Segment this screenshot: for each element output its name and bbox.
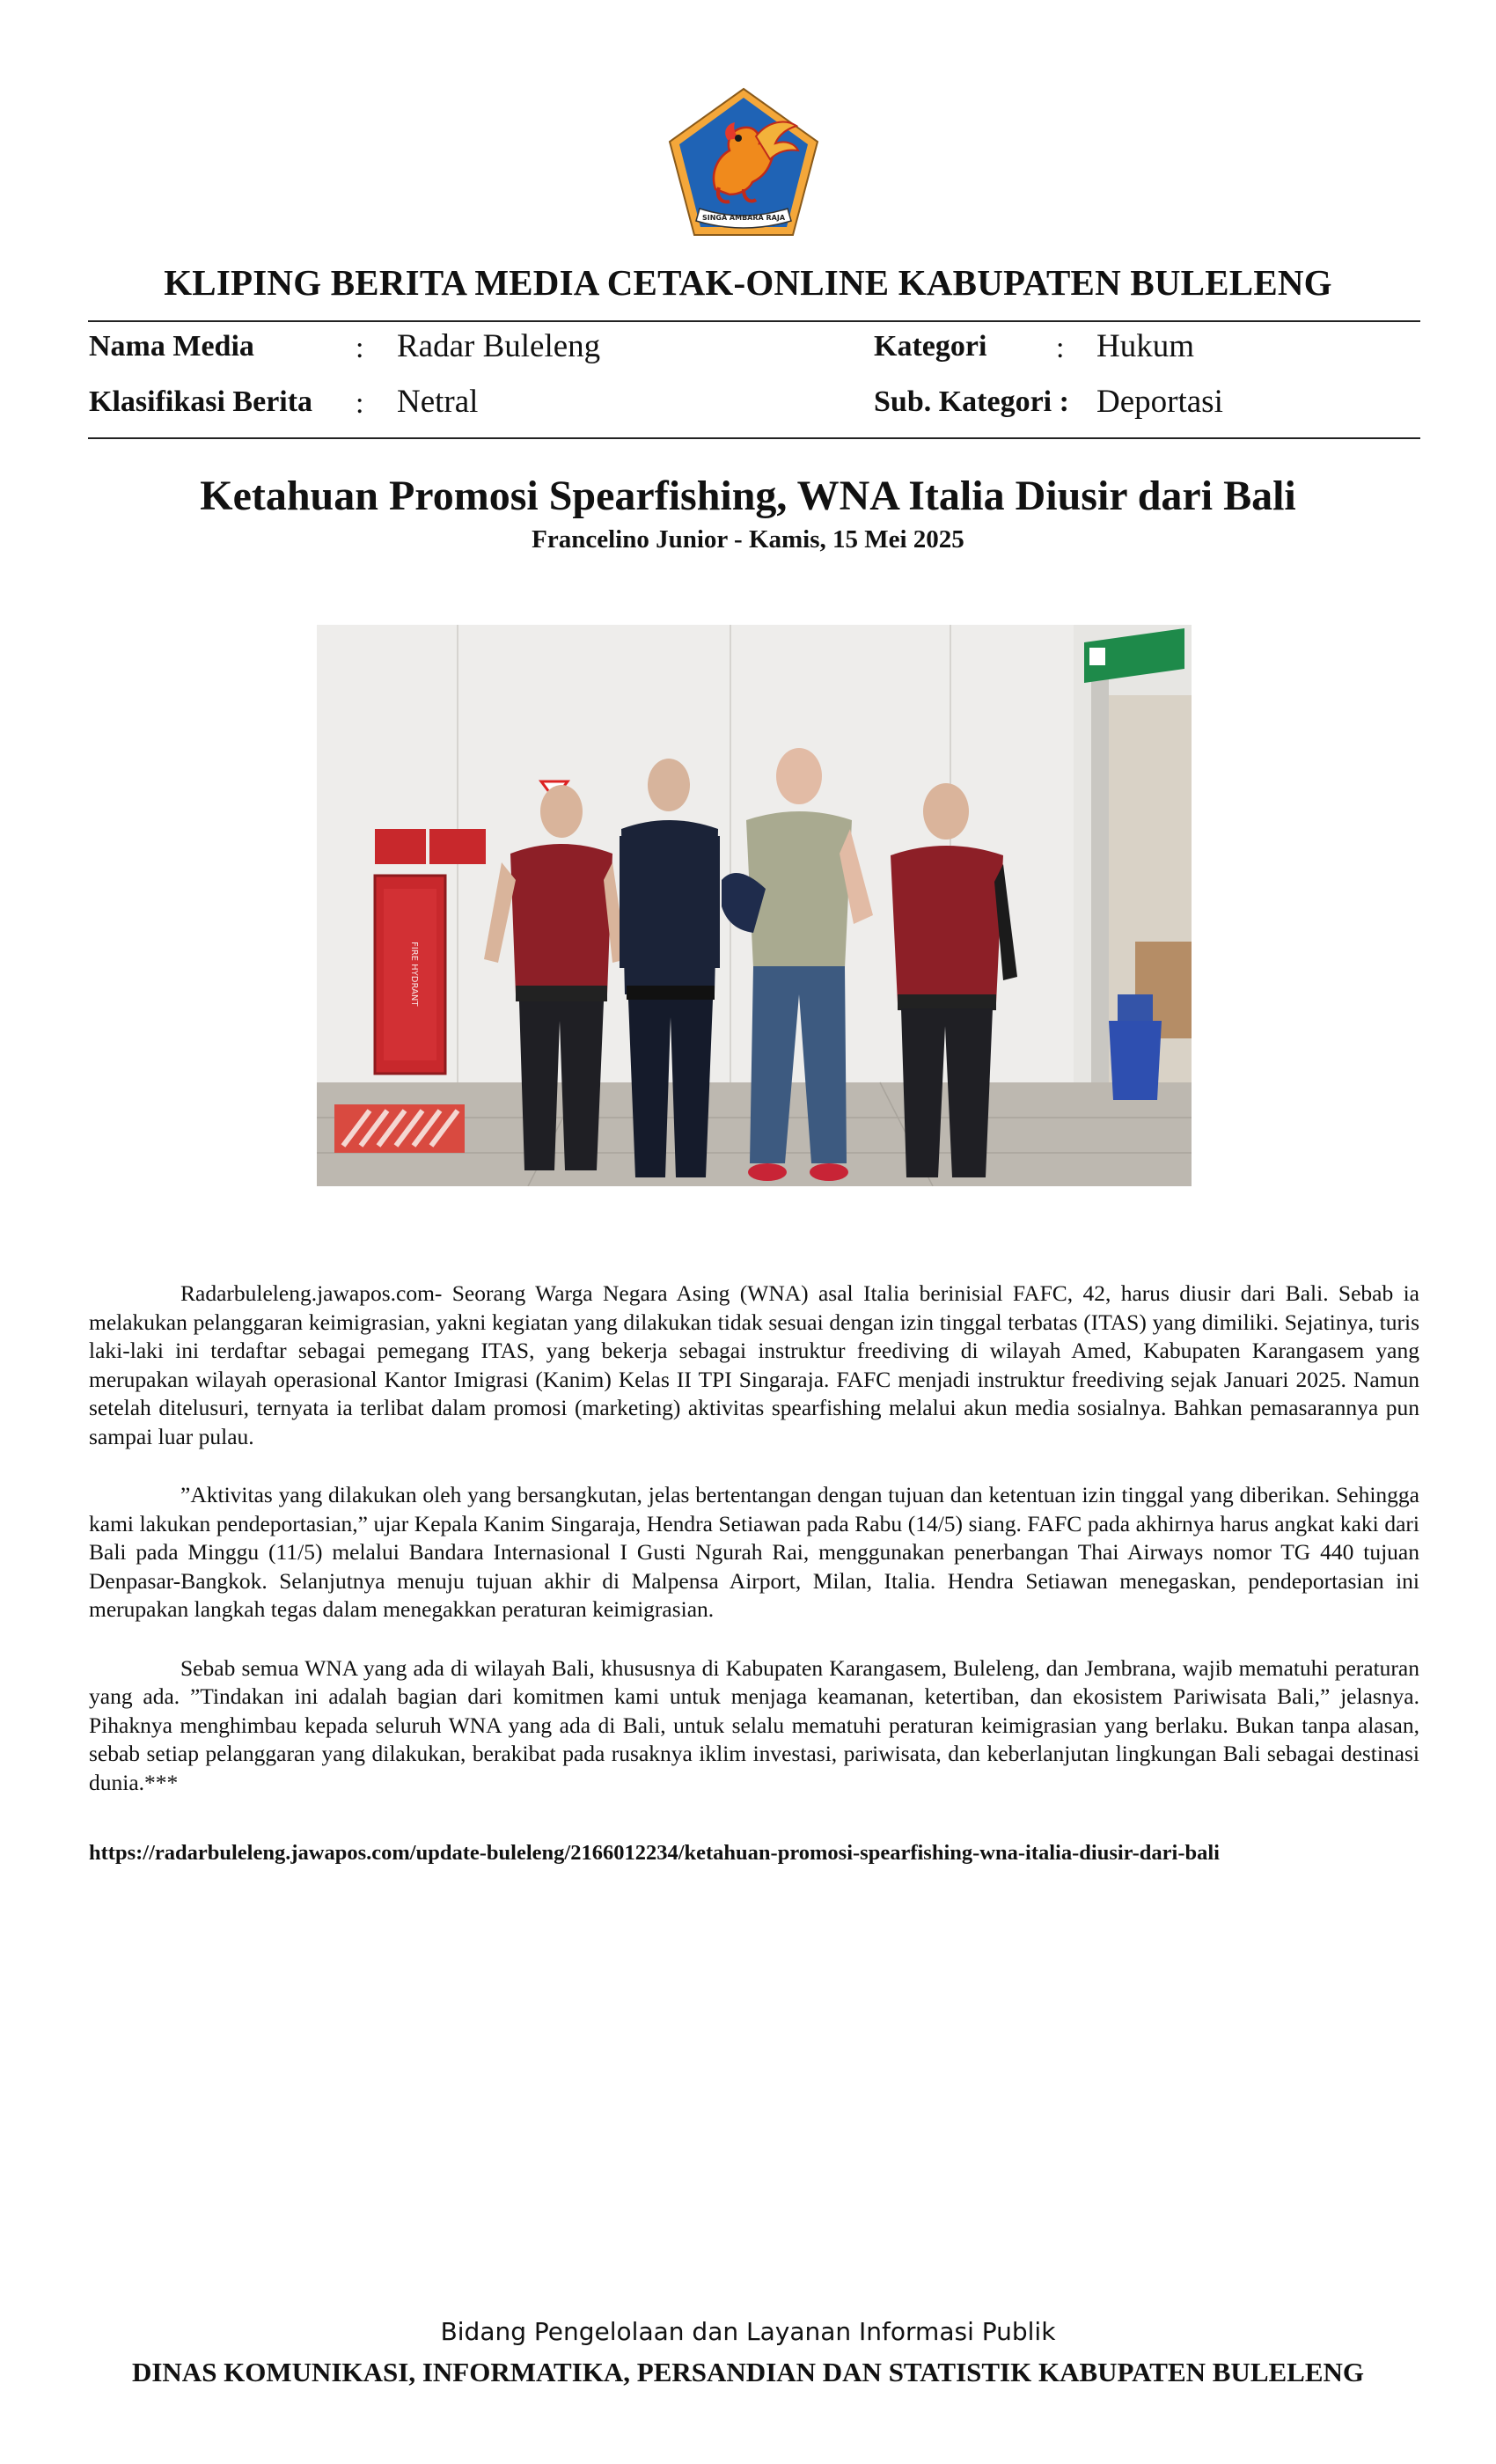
subcategory-value: Deportasi xyxy=(1096,384,1223,420)
media-name-value: Radar Buleleng xyxy=(397,328,601,364)
article-headline: Ketahuan Promosi Spearfishing, WNA Italia Diusir dari Bali xyxy=(200,473,1296,519)
article-body xyxy=(89,1280,1419,1827)
footer-agency: DINAS KOMUNIKASI, INFORMATIKA, PERSANDIAN DAN STATISTIK KABUPATEN BULELENG xyxy=(131,2357,1365,2387)
category-colon: : xyxy=(1056,332,1065,364)
crest-motto: SINGA AMBARA RAJA xyxy=(701,214,786,222)
article-paragraph-1: Radarbuleleng.jawapos.com- Seorang Warga Negara Asing (WNA) asal Italia berinisial FAFC, 42, harus diusir dari Bali. Sebab ia melakukan pelanggaran keimigrasian, yakni kegiatan yang dilakukan tidak sesuai dengan izin tinggal terbatas (ITAS) yang dimiliki. Sejatinya, turis laki-laki ini terdaftar sebagai pemegang ITAS, yang bekerja sebagai instruktur freediving di wilayah Amed, Kabupaten Karangasem yang merupakan wilayah operasional Kantor Imigrasi (Kanim) Kelas II TPI Singaraja. FAFC menjadi instruktur freediving sejak Januari 2025. Namun setelah ditelusuri, ternyata ia terlibat dalam promosi (marketing) aktivitas spearfishing melalui akun media sosialnya. Bahkan pemasarannya pun sampai luar pulau. xyxy=(89,1280,1419,1449)
article-paragraph-3: Sebab semua WNA yang ada di wilayah Bali, khususnya di Kabupaten Karangasem, Buleleng, dan Jembrana, wajib mematuhi peraturan yang ada. ”Tindakan ini adalah bagian dari komitmen kami untuk menjaga keamanan, ketertiban, dan ekosistem Pariwisata Bali,” jelasnya. Pihaknya menghimbau kepada seluruh WNA yang ada di Bali, untuk selalu mematuhi peraturan keimigrasian yang berlaku. Bukan tanpa alasan, sebab setiap pelanggaran yang dilakukan, berakibat pada rusaknya iklim investasi, pariwisata, dan keberlanjutan lingkungan Bali sebagai destinasi dunia.*** xyxy=(89,1654,1419,1795)
regency-crest-logo xyxy=(664,85,823,239)
classification-label: Klasifikasi Berita xyxy=(89,385,313,418)
document-title: KLIPING BERITA MEDIA CETAK-ONLINE KABUPATEN BULELENG xyxy=(164,262,1332,303)
media-name-label: Nama Media xyxy=(89,330,254,363)
source-link[interactable]: https://radarbuleleng.jawapos.com/update-buleleng/2166012234/ketahuan-promosi-spearfishing-wna-italia-diusir-dari-bali xyxy=(89,1841,1220,1865)
news-photo xyxy=(317,625,1192,1186)
article-paragraph-2: ”Aktivitas yang dilakukan oleh yang bersangkutan, jelas bertentangan dengan tujuan dan ketentuan izin tinggal yang diberikan. Sehingga kami lakukan pendeportasian,” ujar Kepala Kanim Singaraja, Hendra Setiawan pada Rabu (14/5) siang. FAFC pada akhirnya harus angkat kaki dari Bali pada Minggu (11/5) melalui Bandara Internasional I Gusti Ngurah Rai, menggunakan penerbangan Thai Airways nomor TG 440 tujuan Denpasar-Bangkok. Selanjutnya menuju tujuan akhir di Malpensa Airport, Milan, Italia. Hendra Setiawan menegaskan, pendeportasian ini merupakan langkah tegas dalam menegakkan peraturan keimigrasian. xyxy=(89,1482,1419,1622)
subcategory-label: Sub. Kategori : xyxy=(874,385,1069,418)
category-value: Hukum xyxy=(1096,328,1194,364)
classification-value: Netral xyxy=(397,384,479,420)
fire-hydrant-label: FIRE HYDRANT xyxy=(409,942,419,1007)
header-bottom-divider xyxy=(88,437,1420,439)
footer-division: Bidang Pengelolaan dan Layanan Informasi Publik xyxy=(440,2317,1056,2346)
header-top-divider xyxy=(88,320,1420,322)
classification-colon: : xyxy=(356,387,364,420)
article-byline: Francelino Junior - Kamis, 15 Mei 2025 xyxy=(532,525,964,554)
media-name-colon: : xyxy=(356,332,364,364)
category-label: Kategori xyxy=(874,330,987,363)
